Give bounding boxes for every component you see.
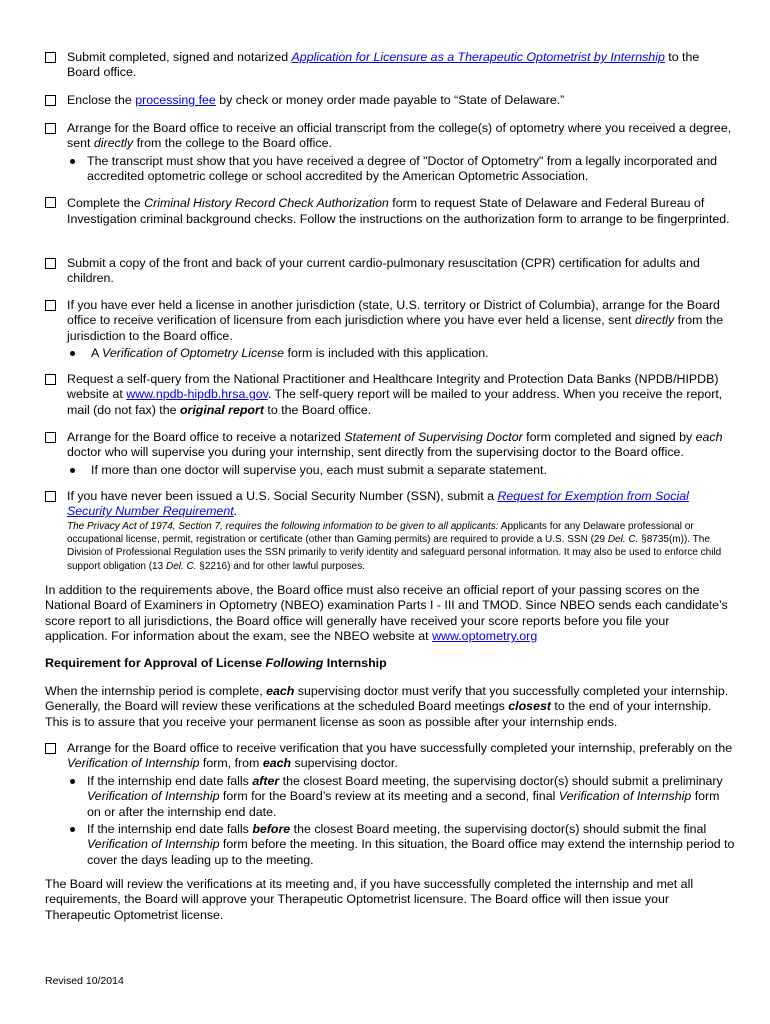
bullet-icon bbox=[70, 159, 75, 164]
checkbox[interactable] bbox=[45, 743, 56, 754]
section-heading: Requirement for Approval of License Following Internship bbox=[45, 656, 387, 670]
checklist-item-other-license: If you have ever held a license in another jurisdiction (state, U.S. territory or District of Columbia), arrange for the Board office to receive verification of licensure from each jurisdiction where you have ever held a license, sent directly from the jurisdiction to the Board office. A Verification of Optometry License form is included with this application. bbox=[45, 298, 735, 362]
bullet-item: A Verification of Optometry License form is included with this application. bbox=[67, 346, 735, 361]
checklist-item-ssn: If you have never been issued a U.S. Social Security Number (SSN), submit a Request for Exemption from Social Security Number Requirement. The Privacy Act of 1974, Section 7, requires the following information to be given to all applicants: Applicants for any Delaware professional or occupational license, permit, registration or certificate (other than Gaming permits) are required to provide a U.S. SSN (29 Del. C. §8735(m)). The Division of Professional Regulation uses the SSN primarily to verify identity and safeguard personal information. It may also be used to enforce child support obligation (13 Del. C. §2216) and for other lawful purposes. bbox=[45, 489, 735, 573]
checklist-item-application: Submit completed, signed and notarized Application for Licensure as a Therapeutic Optometrist by Internship to the Board office. bbox=[45, 50, 735, 81]
checklist-item-cpr: Submit a copy of the front and back of your current cardio-pulmonary resuscitation (CPR) certification for adults and children. bbox=[45, 256, 735, 287]
checklist-item-supervising-doctor: Arrange for the Board office to receive a notarized Statement of Supervising Doctor form completed and signed by each doctor who will supervise you during your internship, sent directly from the supervising doctor to the Board office. If more than one doctor will supervise you, each must submit a separate statement. bbox=[45, 430, 735, 478]
checklist-item-verification: Arrange for the Board office to receive verification that you have successfully completed your internship, preferably on the Verification of Internship form, from each supervising doctor. If the internship end date falls after the closest Board meeting, the supervising doctor(s) should submit a preliminary Verification of Internship form for the Board’s review at its meeting and a second, final Verification of Internship form on or after the internship end date. If the internship end date falls before the closest Board meeting, the supervising doctor(s) should submit the final Verification of Internship form before the meeting. In this situation, the Board office may extend the internship period to cover the days leading up to the meeting. bbox=[45, 741, 735, 868]
bullet-item: If more than one doctor will supervise you, each must submit a separate statement. bbox=[67, 463, 735, 478]
nbeo-paragraph: In addition to the requirements above, the Board office must also receive an official report of your passing scores on the National Board of Examiners in Optometry (NBEO) examination Parts I - III and TMOD. Since NBEO sends each candidate’s score report to all jurisdictions, the Board office will generally have received your score reports before you file your application. For information about the exam, see the NBEO website at www.optometry.org bbox=[45, 583, 728, 644]
bullet-icon bbox=[70, 351, 75, 356]
checkbox[interactable] bbox=[45, 374, 56, 385]
internship-intro-paragraph: When the internship period is complete, each supervising doctor must verify that you successfully completed your internship. Generally, the Board will review these verifications at the scheduled Board meetings closest to the end of your internship. This is to assure that you receive your permanent license as soon as possible after your internship ends. bbox=[45, 684, 729, 729]
npdb-website-link[interactable]: www.npdb-hipdb.hrsa.gov bbox=[126, 387, 268, 402]
checklist-item-fee: Enclose the processing fee by check or money order made payable to “State of Delaware.” bbox=[45, 93, 735, 108]
application-link[interactable]: Application for Licensure as a Therapeutic Optometrist by Internship bbox=[291, 50, 665, 64]
revision-date: Revised 10/2014 bbox=[45, 975, 124, 987]
checklist-item-npdb: Request a self-query from the National Practitioner and Healthcare Integrity and Protection Data Banks (NPDB/HIPDB) website at www.npdb-hipdb.hrsa.gov. The self-query report will be mailed to your address. When you receive the report, mail (do not fax) the original report to the Board office. bbox=[45, 372, 735, 418]
bullet-icon bbox=[70, 468, 75, 473]
processing-fee-link[interactable]: processing fee bbox=[135, 93, 216, 107]
checkbox[interactable] bbox=[45, 95, 56, 106]
checkbox[interactable] bbox=[45, 491, 56, 502]
bullet-item: If the internship end date falls after the closest Board meeting, the supervising doctor(s) should submit a preliminary Verification of Internship form for the Board’s review at its meeting and a second, final Verification of Internship form on or after the internship end date. bbox=[67, 774, 735, 820]
bullet-item: The transcript must show that you have received a degree of "Doctor of Optometry" from a legally incorporated and accredited optometric college or school accredited by the American Optometric Association. bbox=[67, 154, 735, 185]
bullet-icon bbox=[70, 827, 75, 832]
checkbox[interactable] bbox=[45, 258, 56, 269]
checklist-item-transcript: Arrange for the Board office to receive an official transcript from the college(s) of optometry where you received a degree, sent directly from the college to the Board office. The transcript must show that you have received a degree of "Doctor of Optometry" from a legally incorporated and accredited optometric college or school accredited by the American Optometric Association. bbox=[45, 121, 735, 185]
bullet-item: If the internship end date falls before the closest Board meeting, the supervising doctor(s) should submit the final Verification of Internship form before the meeting. In this situation, the Board office may extend the internship period to cover the days leading up to the meeting. bbox=[67, 822, 735, 868]
checkbox[interactable] bbox=[45, 197, 56, 208]
checkbox[interactable] bbox=[45, 52, 56, 63]
privacy-act-notice: The Privacy Act of 1974, Section 7, requires the following information to be given to all applicants: Applicants for any Delaware professional or occupational license, permit, registration or certificate (other than Gaming permits) are required to provide a U.S. SSN (29 Del. C. §8735(m)). The Division of Professional Regulation uses the SSN primarily to verify identity and safeguard personal information. It may also be used to enforce child support obligation (13 Del. C. §2216) and for other lawful purposes. bbox=[67, 520, 722, 572]
checklist-item-criminal-history: Complete the Criminal History Record Check Authorization form to request State of Delaware and Federal Bureau of Investigation criminal background checks. Follow the instructions on the authorization form to arrange to be fingerprinted. bbox=[45, 195, 735, 227]
checkbox[interactable] bbox=[45, 123, 56, 134]
closing-paragraph: The Board will review the verifications at its meeting and, if you have successfully completed the internship and met all requirements, the Board will approve your Therapeutic Optometrist licensure. The Board office will then issue your Therapeutic Optometrist license. bbox=[45, 877, 694, 922]
bullet-icon bbox=[70, 779, 75, 784]
checkbox[interactable] bbox=[45, 300, 56, 311]
nbeo-website-link[interactable]: www.optometry.org bbox=[432, 629, 538, 644]
checkbox[interactable] bbox=[45, 432, 56, 443]
ssn-exemption-link[interactable]: Request for Exemption from Social Security Number Requirement bbox=[67, 489, 689, 519]
